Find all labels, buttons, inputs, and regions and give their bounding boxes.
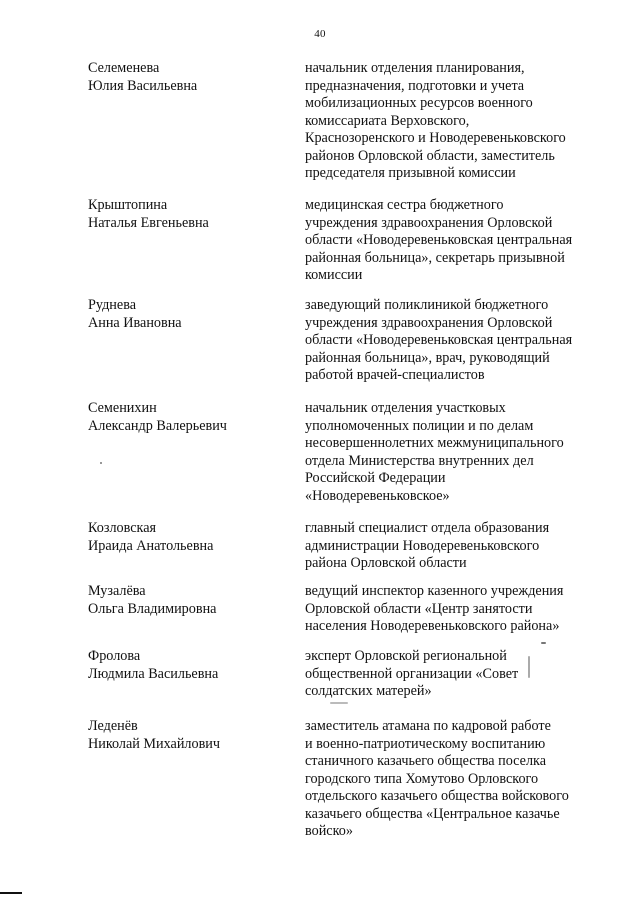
member-role-line: начальник отделения участковых [305, 400, 506, 416]
member-role-line: городского типа Хомутово Орловского [305, 770, 539, 787]
member-role-line: уполномоченных полиции и по делам [305, 417, 534, 434]
member-surname: Музалёва [88, 583, 146, 599]
member-role-line: войско» [305, 823, 353, 839]
member-given-names: Ираида Анатольевна [88, 537, 214, 554]
member-role [305, 60, 605, 183]
member-role-line: района Орловской области [305, 555, 467, 571]
member-role-line: председателя призывной комиссии [305, 165, 516, 181]
member-role-line: ведущий инспектор казенного учреждения [305, 583, 564, 599]
member-role-line: Российской Федерации [305, 470, 446, 486]
member-role-line: станичного казачьего общества поселка [305, 753, 546, 769]
member-role-line: эксперт Орловской региональной [305, 648, 507, 664]
scan-speck [541, 642, 546, 644]
member-surname: Крыштопина [88, 197, 168, 213]
member-role [305, 197, 605, 285]
member-role-line: районная больница», врач, руководящий [305, 349, 550, 366]
member-role-line: общественной организации «Совет [305, 665, 519, 682]
member-role-line: заведующий поликлиникой бюджетного [305, 297, 549, 313]
member-role-line: казачьего общества «Центральное казачье [305, 805, 560, 822]
member-name [88, 297, 288, 332]
member-role [305, 400, 605, 505]
member-name [88, 400, 288, 435]
member-role-line: Краснозоренского и Новодеревеньковского [305, 130, 566, 146]
member-role-line: области «Новодеревеньковская центральная [305, 232, 573, 248]
member-role-line: «Новодеревеньковское» [305, 487, 450, 504]
member-role-line: начальник отделения планирования, [305, 60, 525, 76]
scan-speck [330, 702, 348, 704]
member-surname: Фролова [88, 648, 141, 664]
member-role-line: главный специалист отдела образования [305, 520, 550, 536]
member-given-names: Николай Михайлович [88, 735, 221, 752]
member-given-names: Юлия Васильевна [88, 77, 198, 94]
member-role-line: мобилизационных ресурсов военного [305, 95, 533, 111]
member-surname: Руднева [88, 297, 137, 313]
member-role-line: области «Новодеревеньковская центральная [305, 332, 573, 348]
member-role [305, 648, 605, 701]
member-role-line: администрации Новодеревеньковского [305, 537, 540, 554]
member-role-line: работой врачей-специалистов [305, 367, 485, 383]
member-surname: Леденёв [88, 718, 138, 734]
member-name [88, 718, 288, 753]
member-role-line: заместитель атамана по кадровой работе [305, 718, 551, 734]
member-given-names: Александр Валерьевич [88, 417, 227, 434]
member-role-line: медицинская сестра бюджетного [305, 197, 504, 213]
member-role-line: учреждения здравоохранения Орловской [305, 314, 553, 331]
member-given-names: Ольга Владимировна [88, 600, 217, 617]
member-role-line: районов Орловской области, заместитель [305, 147, 555, 164]
page-number: 40 [314, 28, 326, 40]
member-given-names: Людмила Васильевна [88, 665, 219, 682]
scan-speck [528, 656, 530, 678]
member-given-names: Анна Ивановна [88, 314, 182, 331]
member-role-line: несовершеннолетних межмуниципального [305, 435, 564, 451]
member-role-line: учреждения здравоохранения Орловской [305, 214, 553, 231]
member-role-line: комиссариата Верховского, [305, 112, 470, 129]
member-given-names: Наталья Евгеньевна [88, 214, 209, 231]
member-role [305, 297, 605, 385]
member-name [88, 520, 288, 555]
member-role-line: солдатских матерей» [305, 683, 432, 699]
member-name [88, 583, 288, 618]
member-role-line: отдела Министерства внутренних дел [305, 452, 534, 469]
member-role [305, 583, 605, 636]
scan-edge-mark [0, 892, 22, 894]
member-role-line: Орловской области «Центр занятости [305, 600, 533, 617]
scan-speck [100, 462, 102, 464]
member-surname: Козловская [88, 520, 157, 536]
member-role-line: населения Новодеревеньковского района» [305, 618, 560, 634]
member-name [88, 648, 288, 683]
member-role-line: отдельского казачьего общества войскового [305, 788, 569, 804]
member-role-line: комиссии [305, 267, 363, 283]
member-name [88, 197, 288, 232]
member-surname: Семенихин [88, 400, 157, 416]
member-surname: Селеменева [88, 60, 160, 76]
member-role-line: предназначения, подготовки и учета [305, 77, 525, 94]
member-role [305, 718, 605, 841]
member-role [305, 520, 605, 573]
member-role-line: районная больница», секретарь призывной [305, 249, 565, 266]
member-role-line: и военно-патриотическому воспитанию [305, 735, 546, 752]
member-name [88, 60, 288, 95]
